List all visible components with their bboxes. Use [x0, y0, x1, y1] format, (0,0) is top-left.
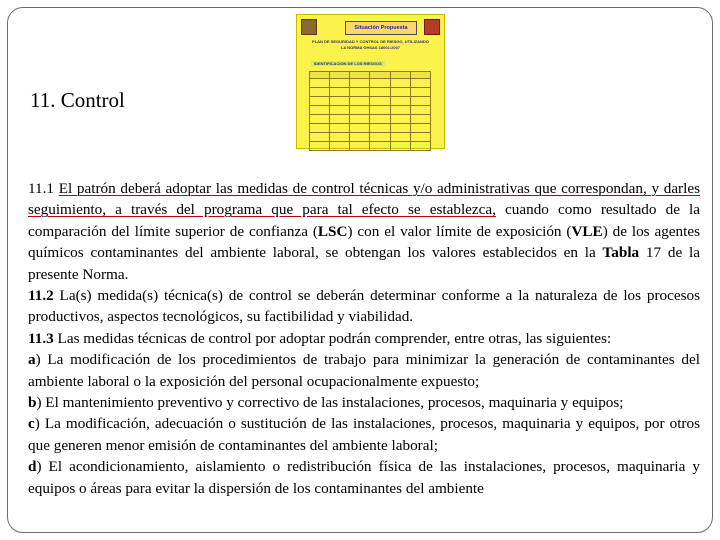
para-text: Las medidas técnicas de control por adoptar podrán comprender, entre otras, las siguientes: [53, 329, 612, 347]
item-text: ) El acondicionamiento, aislamiento o redistribución física de las instalaciones, procesos, maquinaria y equipos o áreas para evitar la dispersión de los contaminantes del ambiente [28, 458, 700, 497]
paragraph-11-2 [28, 285, 700, 328]
para-text: ) con el valor límite de exposición ( [347, 222, 572, 240]
para-number: 11.3 [28, 329, 54, 347]
para-number: 11.2 [28, 287, 54, 305]
paragraph-11-1 [28, 178, 700, 285]
list-item-d [28, 456, 700, 499]
left-logo-icon [301, 19, 317, 35]
para-text: La(s) medida(s) técnica(s) de control se deberán determinar conforme a la naturaleza de los procesos productivos, aspectos tecnológicos, su factibilidad y viabilidad. [28, 287, 700, 326]
thumbnail-subtitle-1: PLAN DE SEGURIDAD Y CONTROL DE RIESGO, UTILIZANDO [312, 39, 429, 44]
vle-abbrev: VLE [571, 222, 603, 240]
list-item-c [28, 413, 700, 456]
thumbnail-subtitle-2: LA NORMA OHSAS 18001:2007 [340, 45, 401, 50]
body-text [28, 178, 700, 499]
item-text: ) La modificación de los procedimientos de trabajo para minimizar la generación de contaminantes del ambiente laboral o la exposición del personal ocupacionalmente expuesto; [28, 351, 700, 390]
proposal-thumbnail-image [296, 14, 445, 149]
para-text: cuando como resultado de la comparación del límite superior de confianza ( [28, 201, 700, 240]
para-number: 11.1 [28, 180, 59, 197]
underlined-clause: El patrón deberá adoptar las medidas de control técnicas y/o administrativas que correspondan, y darles seguimiento, a través del programa que para tal efecto se establezca, [28, 180, 700, 219]
item-text: ) El mantenimiento preventivo y correctivo de las instalaciones, procesos, maquinaria y equipos; [36, 394, 624, 412]
item-letter: c [28, 415, 35, 433]
thumbnail-title: Situación Propuesta [345, 21, 417, 35]
item-letter: b [28, 394, 37, 412]
thumbnail-table [309, 71, 431, 151]
para-text: 17 de la presente Norma. [28, 244, 701, 283]
list-item-b [28, 392, 700, 413]
tabla-ref: Tabla [602, 244, 640, 262]
section-heading: 11. Control [30, 88, 125, 112]
slide-frame [7, 7, 713, 533]
item-letter: d [28, 458, 37, 476]
thumbnail-section-label: IDENTIFICACION DE LOS RIESGOS [311, 61, 385, 66]
item-text: ) La modificación, adecuación o sustitución de las instalaciones, procesos, maquinaria y equipos, por otros que generen menor emisión de contaminantes del ambiente laboral; [28, 415, 700, 454]
para-text: ) de los agentes químicos contaminantes del ambiente laboral, se obtengan los valores establecidos en la [28, 222, 701, 262]
paragraph-11-3 [28, 328, 700, 349]
list-item-a [28, 349, 700, 392]
right-logo-icon [424, 19, 440, 35]
item-letter: a [28, 351, 36, 369]
lsc-abbrev: LSC [317, 222, 348, 240]
